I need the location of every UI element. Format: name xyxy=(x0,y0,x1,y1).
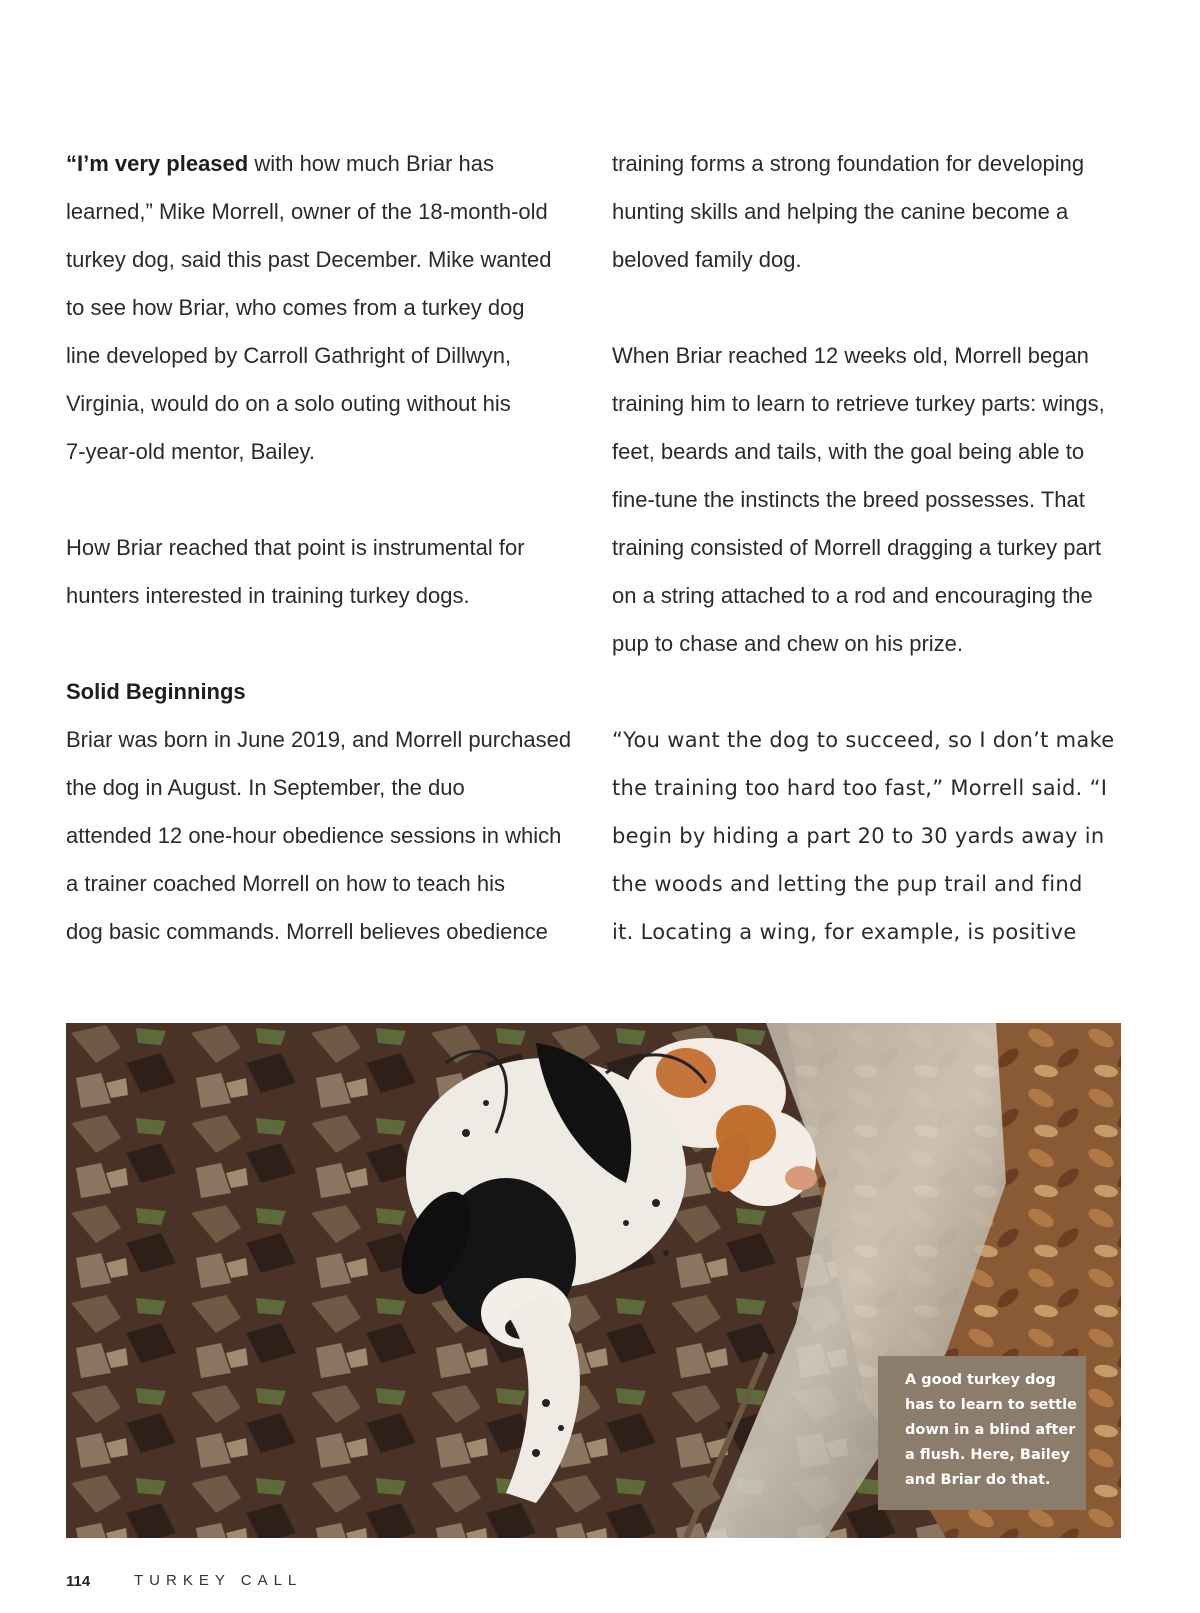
body-line: to see how Briar, who comes from a turkey dog xyxy=(66,295,525,320)
quote-line: begin by hiding a part 20 to 30 yards away in xyxy=(612,824,1105,848)
page-number: 114 xyxy=(66,1573,91,1590)
body-line: turkey dog, said this past December. Mike wanted xyxy=(66,247,552,272)
body-line: learned,” Mike Morrell, owner of the 18-month-old xyxy=(66,199,548,224)
lead-text: with how much Briar has xyxy=(248,151,494,176)
body-line: feet, beards and tails, with the goal being able to xyxy=(612,439,1085,464)
body-line: Briar was born in June 2019, and Morrell purchased xyxy=(66,727,572,752)
body-line: on a string attached to a rod and encouraging the xyxy=(612,583,1093,608)
caption-line: a flush. Here, Bailey xyxy=(905,1447,1070,1463)
section-heading: Solid Beginnings xyxy=(66,679,246,704)
body-line: fine-tune the instincts the breed possesses. That xyxy=(612,487,1085,512)
left-column xyxy=(66,140,576,956)
body-line: training forms a strong foundation for developing xyxy=(612,151,1085,176)
body-line: beloved family dog. xyxy=(612,247,802,272)
magazine-name: TURKEY CALL xyxy=(134,1572,303,1589)
body-line: the dog in August. In September, the duo xyxy=(66,775,465,800)
quote-line: the training too hard too fast,” Morrell said. “I xyxy=(612,776,1108,800)
caption-line: and Briar do that. xyxy=(905,1472,1051,1488)
lead-line xyxy=(66,140,576,188)
body-line: dog basic commands. Morrell believes obedience xyxy=(66,919,548,944)
body-line: pup to chase and chew on his prize. xyxy=(612,631,964,656)
photo-caption xyxy=(878,1356,1086,1510)
body-line: How Briar reached that point is instrumental for xyxy=(66,535,525,560)
quote-line: the woods and letting the pup trail and find xyxy=(612,872,1083,896)
caption-line: A good turkey dog xyxy=(905,1372,1056,1388)
body-line: hunting skills and helping the canine become a xyxy=(612,199,1069,224)
body-line: training consisted of Morrell dragging a turkey part xyxy=(612,535,1102,560)
body-line: training him to learn to retrieve turkey parts: wings, xyxy=(612,391,1105,416)
body-line: line developed by Carroll Gathright of Dillwyn, xyxy=(66,343,512,368)
quote-line: “You want the dog to succeed, so I don’t make xyxy=(612,728,1115,752)
quote-line: it. Locating a wing, for example, is positive xyxy=(612,920,1077,944)
body-line: attended 12 one-hour obedience sessions in which xyxy=(66,823,562,848)
body-line: a trainer coached Morrell on how to teach his xyxy=(66,871,506,896)
right-column xyxy=(612,140,1132,956)
body-line: 7-year-old mentor, Bailey. xyxy=(66,439,316,464)
body-line: When Briar reached 12 weeks old, Morrell began xyxy=(612,343,1089,368)
caption-line: down in a blind after xyxy=(905,1422,1076,1438)
caption-line: has to learn to settle xyxy=(905,1397,1077,1413)
body-line: Virginia, would do on a solo outing without his xyxy=(66,391,511,416)
lead-bold-text: “I’m very pleased xyxy=(66,151,249,176)
body-line: hunters interested in training turkey dogs. xyxy=(66,583,470,608)
